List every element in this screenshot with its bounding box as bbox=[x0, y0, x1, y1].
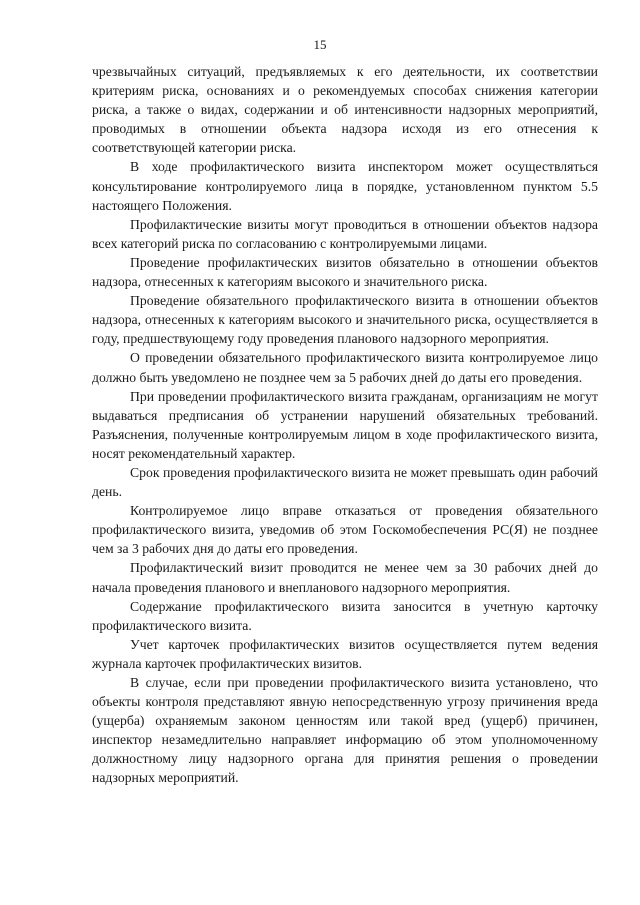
body-text bbox=[92, 62, 598, 788]
paragraph: О проведении обязательного профилактического визита контролируемое лицо должно быть уведомлено не позднее чем за 5 рабочих дней до даты его проведения. bbox=[92, 350, 598, 385]
paragraph: Проведение обязательного профилактического визита в отношении объектов надзора, отнесенных к категориям высокого и значительного риска, осуществляется в году, предшествующему году проведения планового надзорного мероприятия. bbox=[92, 293, 598, 347]
paragraph: Содержание профилактического визита заносится в учетную карточку профилактического визита. bbox=[92, 598, 598, 633]
paragraph: Профилактический визит проводится не менее чем за 30 рабочих дней до начала проведения планового и внепланового надзорного мероприятия. bbox=[92, 560, 598, 595]
paragraph: Профилактические визиты могут проводиться в отношении объектов надзора всех категорий риска по согласованию с контролируемыми лицами. bbox=[92, 216, 598, 251]
paragraph: В ходе профилактического визита инспектором может осуществляться консультирование контролируемого лица в порядке, установленном пунктом 5.5 настоящего Положения. bbox=[92, 159, 598, 213]
paragraph: Проведение профилактических визитов обязательно в отношении объектов надзора, отнесенных к категориям высокого и значительного риска. bbox=[92, 254, 598, 290]
paragraph-continuation: чрезвычайных ситуаций, предъявляемых к его деятельности, их соответствии критериям риска, основаниях и о рекомендуемых способах снижения категории риска, а также о видах, содержании и об интенсивности надзорных мероприятий, проводимых в отношении объекта надзора исходя из его отнесения к соответствующей категории риска. bbox=[92, 64, 598, 156]
page-number: 15 bbox=[313, 37, 327, 52]
paragraph: При проведении профилактического визита гражданам, организациям не могут выдаваться предписания об устранении нарушений обязательных требований. Разъяснения, полученные контролируемым лицом в ходе профилактического визита, носят рекомендательный характер. bbox=[92, 388, 598, 461]
paragraph: Учет карточек профилактических визитов осуществляется путем ведения журнала карточек профилактических визитов. bbox=[92, 636, 598, 671]
paragraph: В случае, если при проведении профилактического визита установлено, что объекты контроля представляют явную непосредственную угрозу причинения вреда (ущерба) охраняемым законом ценностям или такой вред (ущерб) причинен, инспектор незамедлительно направляет информацию об этом уполномоченному должностному лицу надзорного органа для принятия решения о проведении надзорных мероприятий. bbox=[92, 675, 598, 786]
paragraph: Контролируемое лицо вправе отказаться от проведения обязательного профилактического визита, уведомив об этом Госкомобеспечения РС(Я) не позднее чем за 3 рабочих дня до даты его проведения. bbox=[92, 503, 598, 557]
paragraph: Срок проведения профилактического визита не может превышать один рабочий день. bbox=[92, 464, 598, 500]
